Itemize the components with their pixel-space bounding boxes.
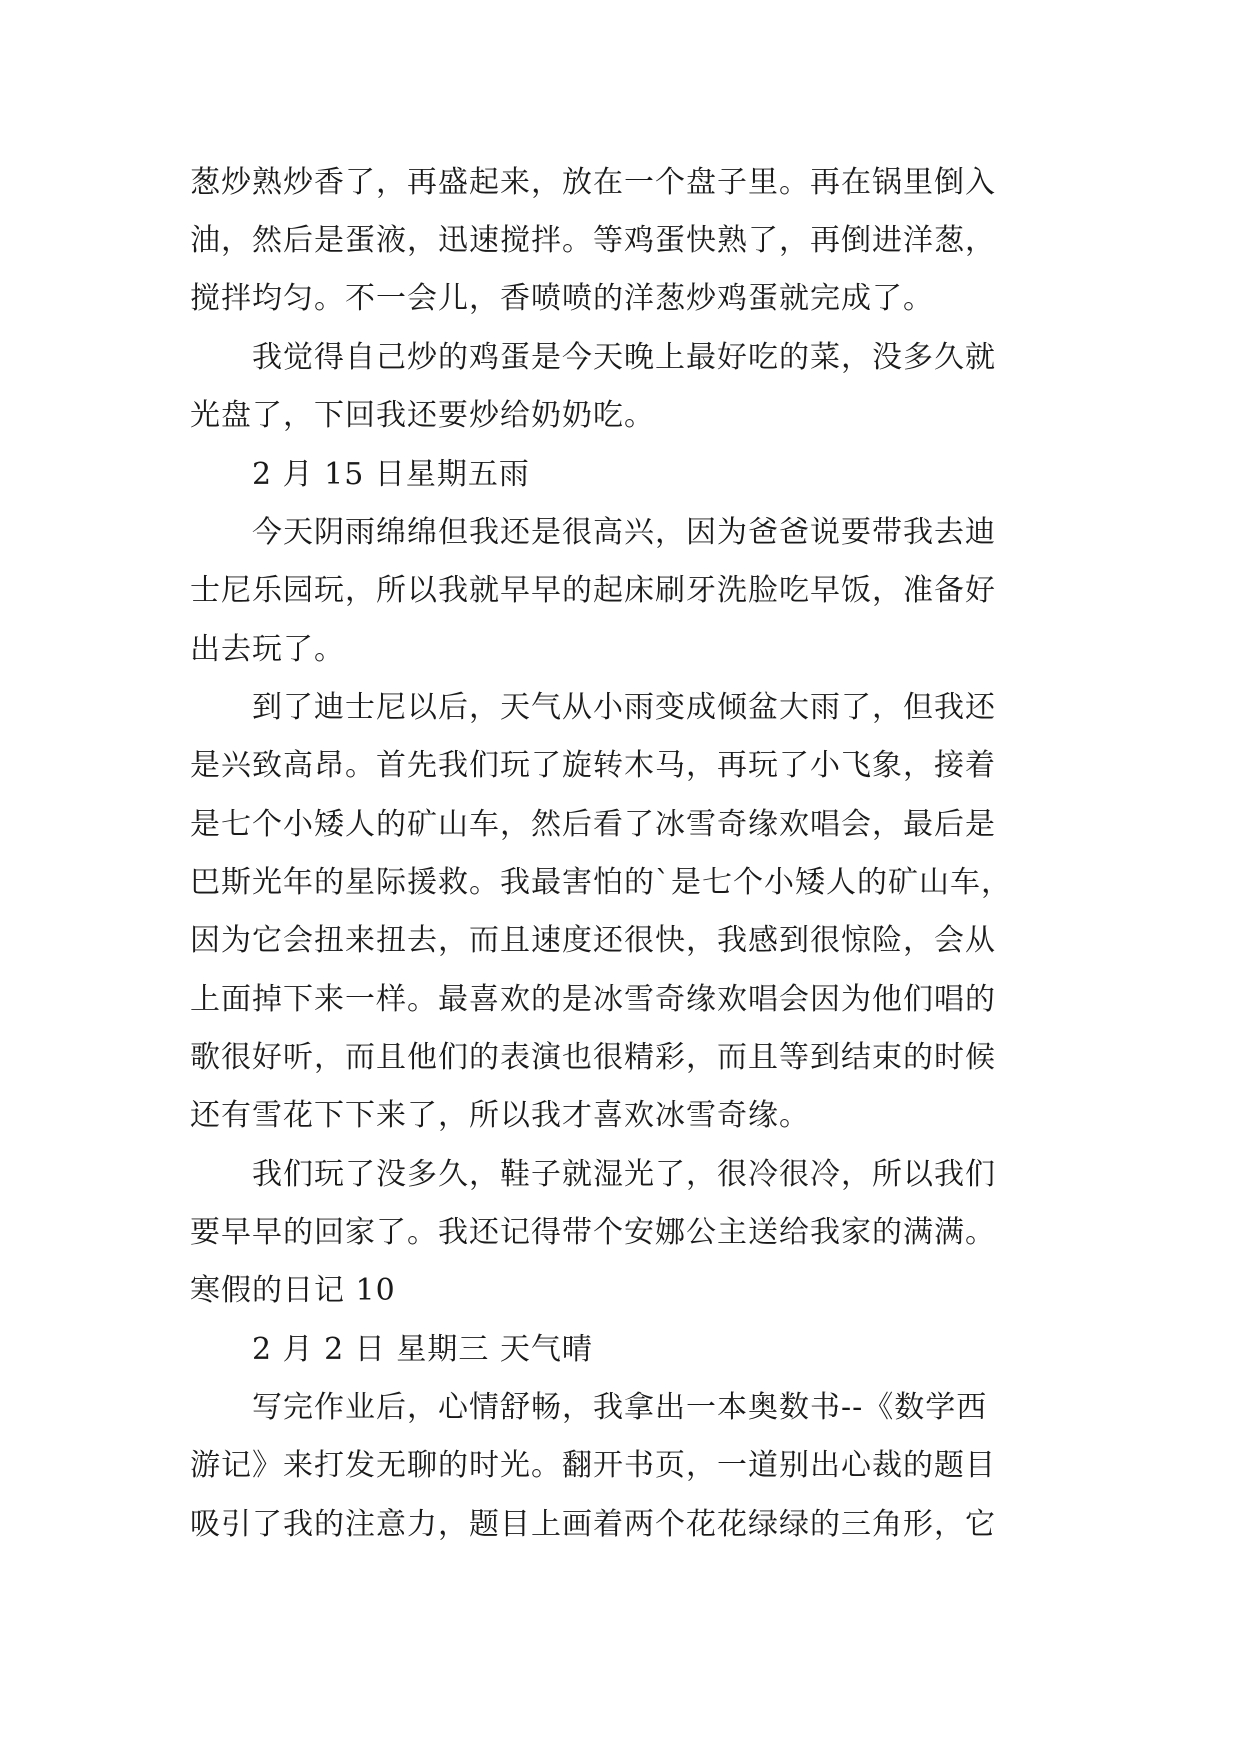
text-line: 要早早的回家了。我还记得带个安娜公主送给我家的满满。 bbox=[190, 1215, 996, 1250]
text-line: 是七个小矮人的矿山车，然后看了冰雪奇缘欢唱会，最后是 bbox=[190, 807, 996, 842]
text-line: 是兴致高昂。首先我们玩了旋转木马，再玩了小飞象，接着 bbox=[190, 748, 996, 783]
text-line: 因为它会扭来扭去，而且速度还很快，我感到很惊险，会从 bbox=[190, 923, 996, 958]
text-line: 士尼乐园玩，所以我就早早的起床刷牙洗脸吃早饭，准备好 bbox=[190, 573, 996, 608]
text-line: 我觉得自己炒的鸡蛋是今天晚上最好吃的菜，没多久就 bbox=[252, 340, 996, 375]
text-line: 光盘了，下回我还要炒给奶奶吃。 bbox=[190, 398, 655, 433]
text-line: 葱炒熟炒香了，再盛起来，放在一个盘子里。再在锅里倒入 bbox=[190, 165, 996, 200]
text-line: 搅拌均匀。不一会儿，香喷喷的洋葱炒鸡蛋就完成了。 bbox=[190, 281, 934, 316]
text-line: 巴斯光年的星际援救。我最害怕的`是七个小矮人的矿山车， bbox=[190, 865, 1012, 900]
text-line: 到了迪士尼以后，天气从小雨变成倾盆大雨了，但我还 bbox=[252, 690, 996, 725]
text-line: 写完作业后，心情舒畅，我拿出一本奥数书--《数学西 bbox=[252, 1390, 988, 1425]
text-line: 今天阴雨绵绵但我还是很高兴，因为爸爸说要带我去迪 bbox=[252, 515, 996, 550]
text-line: 歌很好听，而且他们的表演也很精彩，而且等到结束的时候 bbox=[190, 1040, 996, 1075]
text-line: 还有雪花下下来了，所以我才喜欢冰雪奇缘。 bbox=[190, 1098, 810, 1133]
text-line: 油，然后是蛋液，迅速搅拌。等鸡蛋快熟了，再倒进洋葱， bbox=[190, 223, 996, 258]
text-line: 出去玩了。 bbox=[190, 632, 345, 667]
diary-date-heading: 2 月 15 日星期五雨 bbox=[252, 457, 530, 492]
section-title: 寒假的日记 10 bbox=[190, 1273, 396, 1308]
diary-date-heading: 2 月 2 日 星期三 天气晴 bbox=[252, 1332, 593, 1367]
text-line: 游记》来打发无聊的时光。翻开书页，一道别出心裁的题目 bbox=[190, 1448, 996, 1483]
text-line: 我们玩了没多久，鞋子就湿光了，很冷很冷，所以我们 bbox=[252, 1157, 996, 1192]
text-line: 吸引了我的注意力，题目上画着两个花花绿绿的三角形，它 bbox=[190, 1507, 996, 1542]
text-line: 上面掉下来一样。最喜欢的是冰雪奇缘欢唱会因为他们唱的 bbox=[190, 982, 996, 1017]
